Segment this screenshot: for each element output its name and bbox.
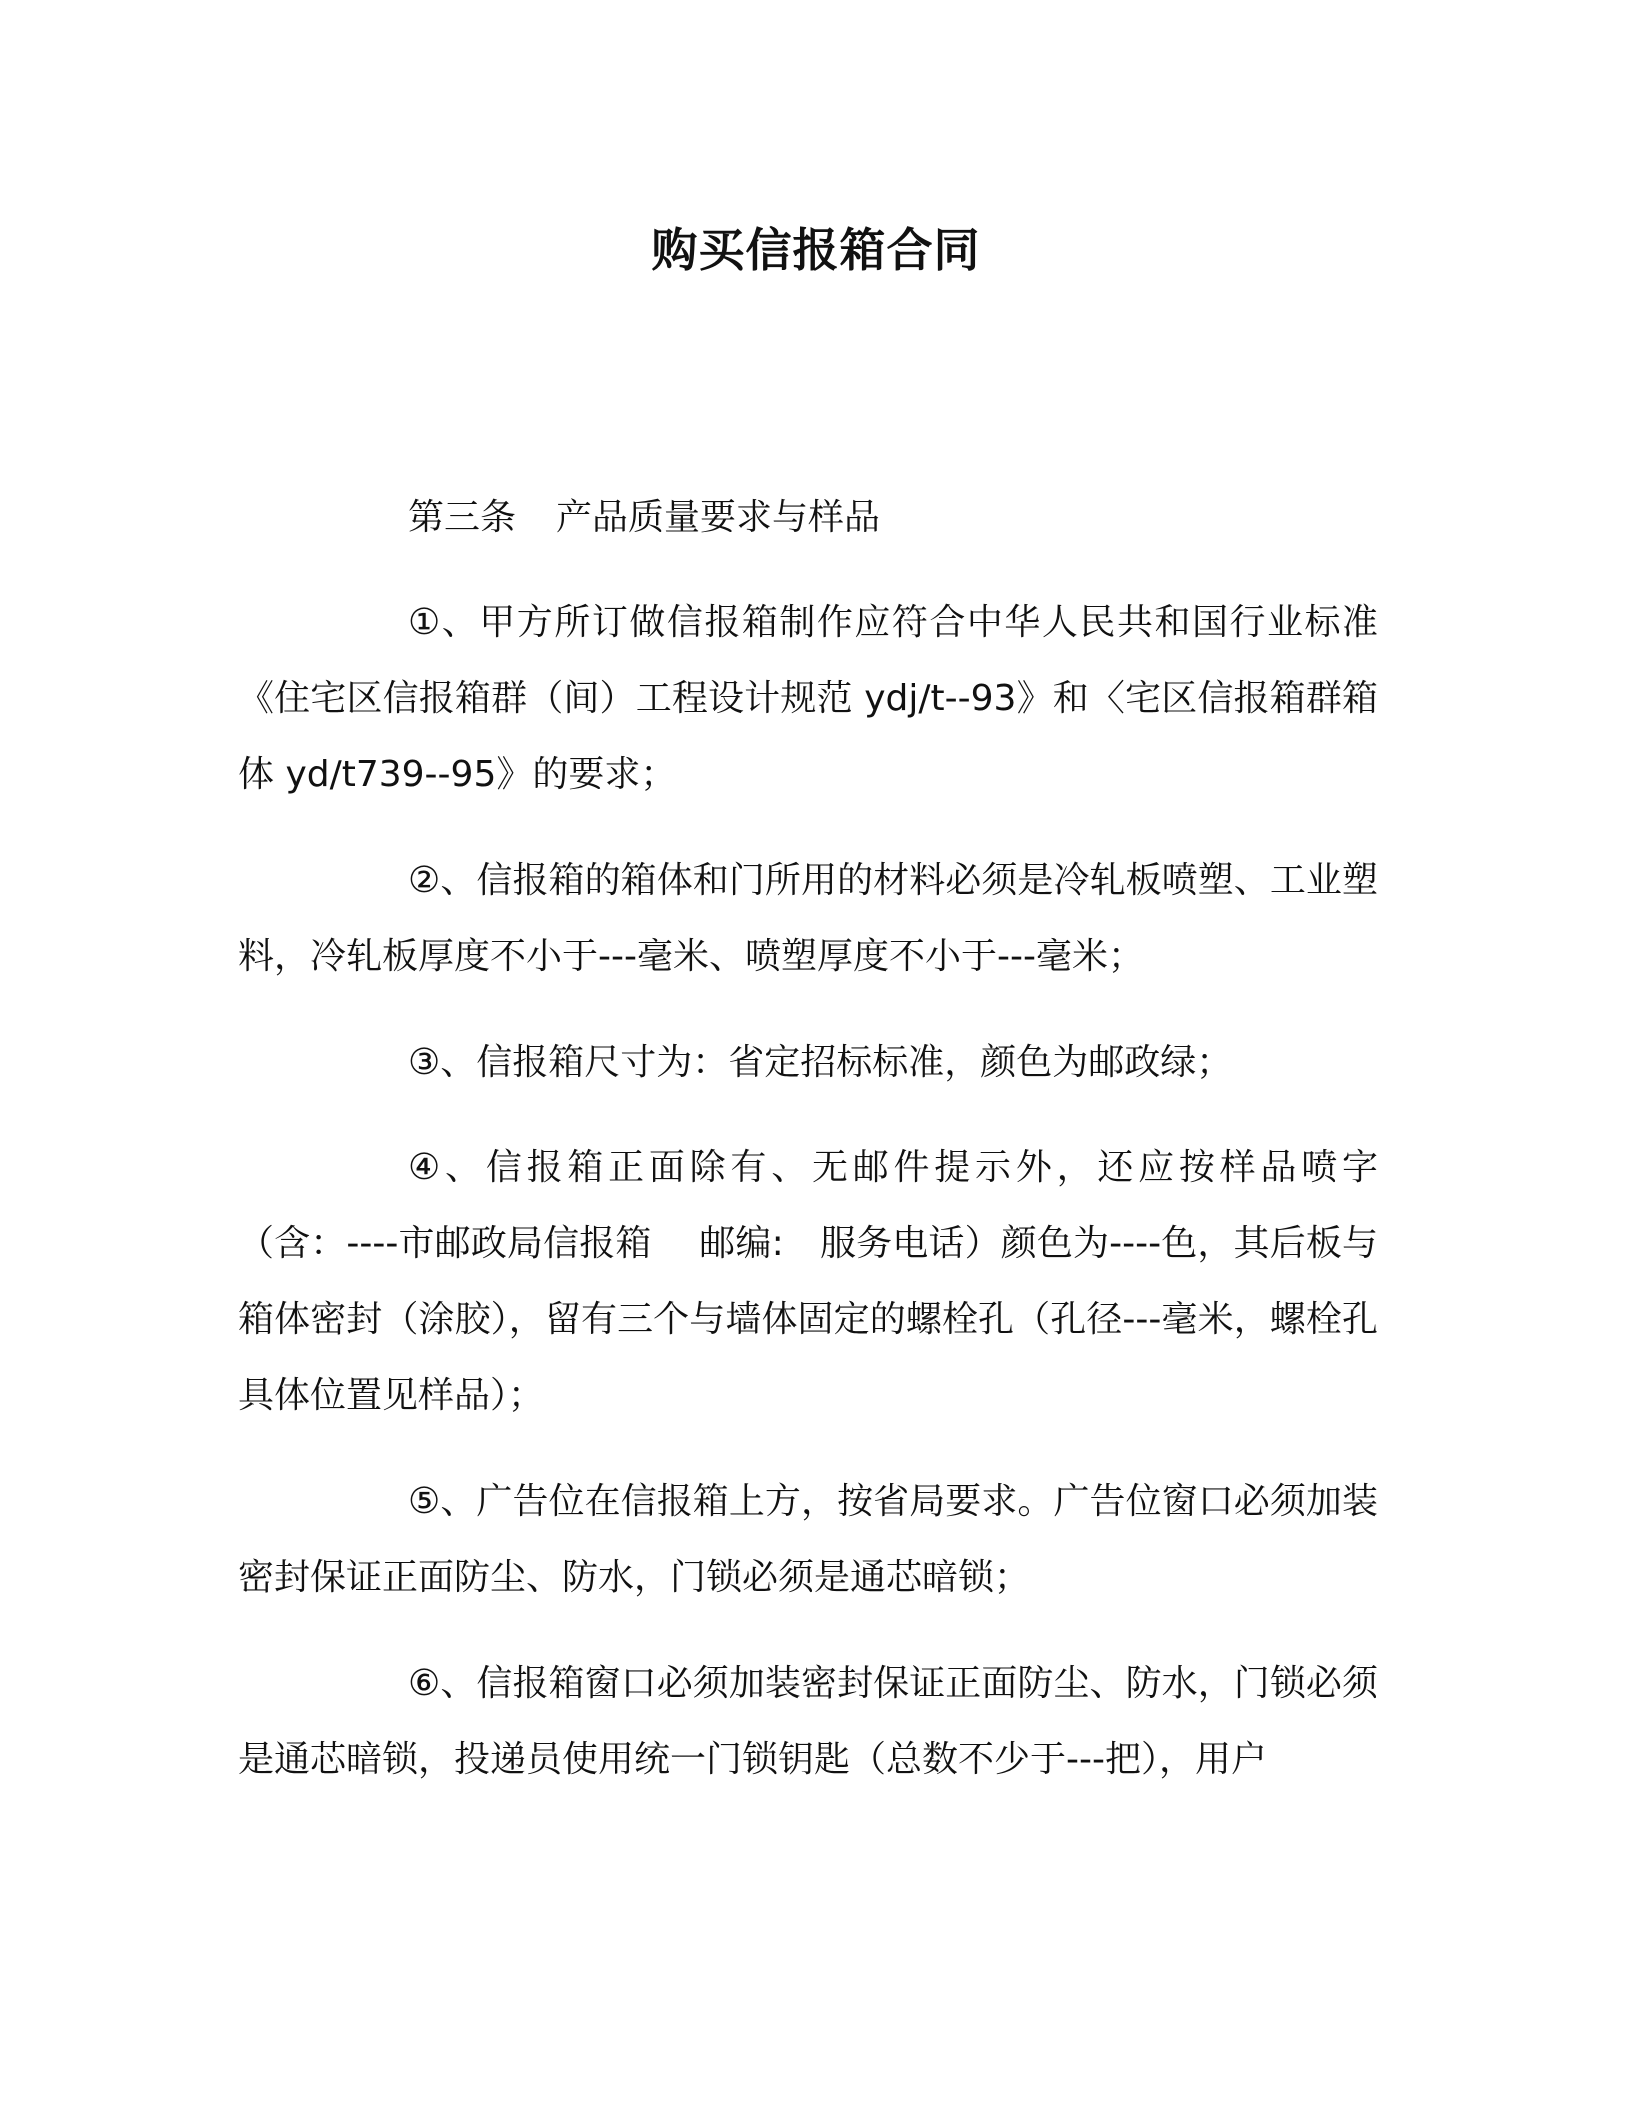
paragraph-6: ⑥、信报箱窗口必须加装密封保证正面防尘、防水，门锁必须是通芯暗锁，投递员使用统一门锁钥匙（总数不少于---把），用户 [238, 1663, 1378, 1780]
paragraph-1: ①、甲方所订做信报箱制作应符合中华人民共和国行业标准《住宅区信报箱群（间）工程设计规范 ydj/t--93》和〈宅区信报箱群箱体 yd/t739--95》的要求； [238, 602, 1378, 795]
section-number: 第三条 [408, 497, 517, 538]
section-heading-text: 产品质量要求与样品 [556, 497, 881, 538]
paragraph-5: ⑤、广告位在信报箱上方，按省局要求。广告位窗口必须加装密封保证正面防尘、防水，门锁必须是通芯暗锁； [238, 1481, 1378, 1598]
paragraph-3: ③、信报箱尺寸为：省定招标标准，颜色为邮政绿； [408, 1042, 1233, 1083]
document-title: 购买信报箱合同 [651, 223, 981, 277]
section-heading [408, 490, 880, 546]
paragraph-2: ②、信报箱的箱体和门所用的材料必须是冷轧板喷塑、工业塑料，冷轧板厚度不小于---毫米、喷塑厚度不小于---毫米； [238, 860, 1378, 977]
paragraph-4: ④、信报箱正面除有、无邮件提示外，还应按样品喷字（含：----市邮政局信报箱 邮编: 服务电话）颜色为----色，其后板与箱体密封（涂胶），留有三个与墙体固定的螺栓孔（孔径---毫米，螺栓孔具体位置见样品）； [238, 1147, 1378, 1416]
